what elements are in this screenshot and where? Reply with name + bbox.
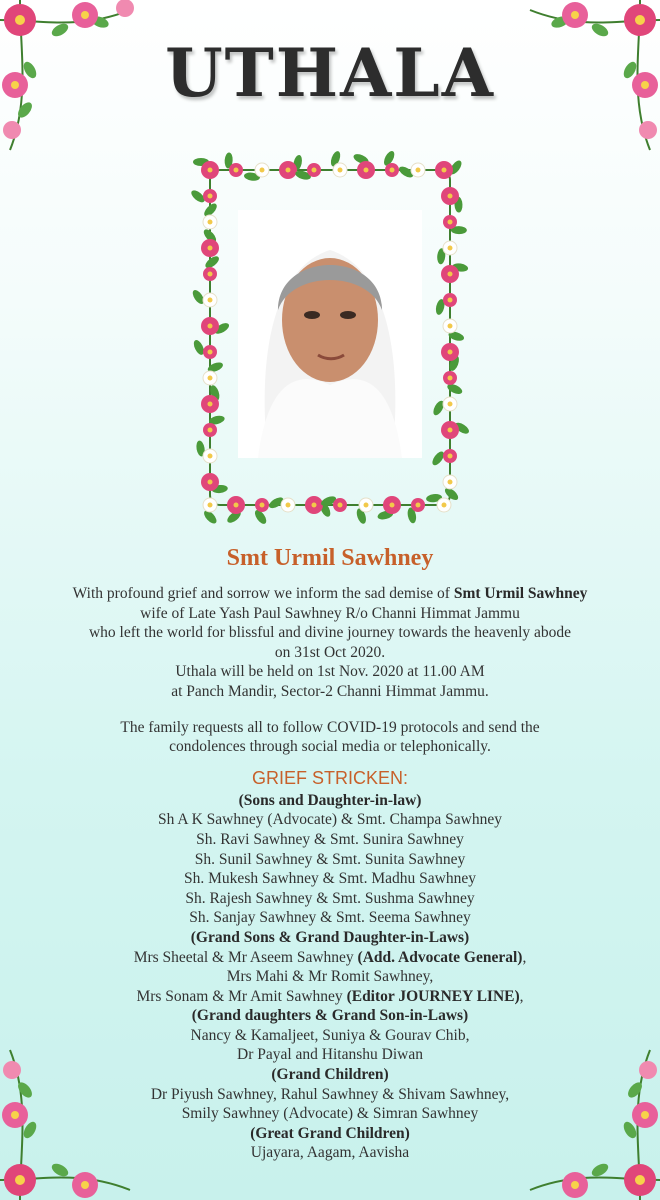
family-line: Sh. Mukesh Sawhney & Smt. Madhu Sawhney (184, 870, 476, 888)
wreath-flower-center (286, 503, 291, 508)
section-heading: (Sons and Daughter-in-law) (238, 791, 422, 809)
wreath-flower-center (260, 503, 265, 508)
notice-text (30, 584, 630, 1163)
section-heading: (Grand daughters & Grand Son-in-Laws) (191, 1007, 469, 1025)
notice-line (30, 584, 630, 604)
wreath-flower-center (208, 503, 213, 508)
notice-line: condolences through social media or telephonically. (169, 738, 491, 756)
wreath-flower-center (286, 168, 291, 173)
family-line: Sh. Sanjay Sawhney & Smt. Seema Sawhney (189, 909, 471, 927)
section-heading: (Great Grand Children) (250, 1124, 410, 1142)
wreath-flower-center (448, 350, 453, 355)
family-line (30, 948, 630, 968)
wreath-flower-center (448, 402, 453, 407)
wreath-flower-center (448, 220, 453, 225)
wreath-flower-center (448, 324, 453, 329)
notice-line: at Panch Mandir, Sector-2 Channi Himmat Jammu. (171, 682, 489, 700)
wreath-flower-center (208, 272, 213, 277)
family-text-span: , (522, 948, 527, 966)
family-line: Nancy & Kamaljeet, Suniya & Gourav Chib, (190, 1026, 470, 1044)
notice-line: wife of Late Yash Paul Sawhney R/o Channi Himmat Jammu (140, 604, 520, 622)
family-text-span: Mrs Sheetal & Mr Aseem Sawhney (133, 948, 358, 966)
wreath-flower-center (448, 454, 453, 459)
wreath-flower-center (390, 168, 395, 173)
wreath-flower-center (208, 376, 213, 381)
family-bold-span: (Add. Advocate General) (357, 948, 523, 966)
family-bold-span: (Editor JOURNEY LINE) (346, 987, 520, 1005)
floral-wreath (180, 140, 480, 535)
family-line: Mrs Mahi & Mr Romit Sawhney, (226, 968, 434, 986)
wreath-flower-center (208, 428, 213, 433)
wreath-flower-center (448, 272, 453, 277)
notice-line: who left the world for blissful and divine journey towards the heavenly abode (88, 624, 572, 642)
section-heading: (Grand Sons & Grand Daughter-in-Laws) (190, 928, 470, 946)
wreath-flower-center (234, 503, 239, 508)
wreath-flower-center (338, 168, 343, 173)
deceased-name: Smt Urmil Sawhney (226, 545, 434, 571)
wreath-flower-center (208, 350, 213, 355)
wreath-flower-center (416, 168, 421, 173)
family-line: Ujayara, Aagam, Aavisha (250, 1144, 410, 1162)
wreath-flower-center (208, 324, 213, 329)
wreath-flower-center (208, 168, 213, 173)
wreath-flower-center (312, 168, 317, 173)
family-text-span: , (519, 987, 524, 1005)
notice-name-bold: Smt Urmil Sawhney (453, 585, 588, 602)
section-heading: (Grand Children) (271, 1066, 389, 1084)
wreath-flower-center (208, 246, 213, 251)
family-line: Smily Sawhney (Advocate) & Simran Sawhney (181, 1105, 479, 1123)
wreath-flower-center (448, 298, 453, 303)
portrait-frame (180, 140, 480, 535)
wreath-flower-center (448, 246, 453, 251)
wreath-flower-center (208, 194, 213, 199)
wreath-flower-center (208, 480, 213, 485)
wreath-flower-center (448, 480, 453, 485)
wreath-flower-center (208, 454, 213, 459)
grief-heading: GRIEF STRICKEN: (251, 767, 408, 788)
notice-line: on 31st Oct 2020. (274, 643, 386, 661)
wreath-flower-center (448, 376, 453, 381)
wreath-flower-center (364, 168, 369, 173)
wreath-flower-center (442, 168, 447, 173)
family-line (30, 987, 630, 1007)
wreath-flower-center (442, 503, 447, 508)
family-line: Dr Payal and Hitanshu Diwan (237, 1046, 423, 1064)
wreath-flower-center (208, 220, 213, 225)
wreath-flower-center (416, 503, 421, 508)
notice-text-span: With profound grief and sorrow we inform the sad demise of (72, 585, 454, 602)
family-text-span: Mrs Sonam & Mr Amit Sawhney (136, 987, 347, 1005)
page-title: UTHALA (165, 34, 495, 112)
notice-line: Uthala will be held on 1st Nov. 2020 at 11.00 AM (175, 663, 485, 681)
family-line: Sh. Ravi Sawhney & Smt. Sunira Sawhney (196, 830, 464, 848)
wreath-flower-center (390, 503, 395, 508)
wreath-flower-center (208, 298, 213, 303)
wreath-flower-center (260, 168, 265, 173)
wreath-flower-center (448, 194, 453, 199)
wreath-flower-center (338, 503, 343, 508)
wreath-flower-center (312, 503, 317, 508)
family-line: Sh. Rajesh Sawhney & Smt. Sushma Sawhney (185, 889, 475, 907)
wreath-flower-center (364, 503, 369, 508)
family-line: Sh. Sunil Sawhney & Smt. Sunita Sawhney (194, 850, 466, 868)
wreath-flower-center (448, 428, 453, 433)
wreath-flower-center (234, 168, 239, 173)
family-line: Sh A K Sawhney (Advocate) & Smt. Champa Sawhney (158, 811, 502, 829)
wreath-flower-center (208, 402, 213, 407)
notice-line: The family requests all to follow COVID-19 protocols and send the (120, 718, 540, 736)
family-line: Dr Piyush Sawhney, Rahul Sawhney & Shivam Sawhney, (150, 1085, 510, 1103)
